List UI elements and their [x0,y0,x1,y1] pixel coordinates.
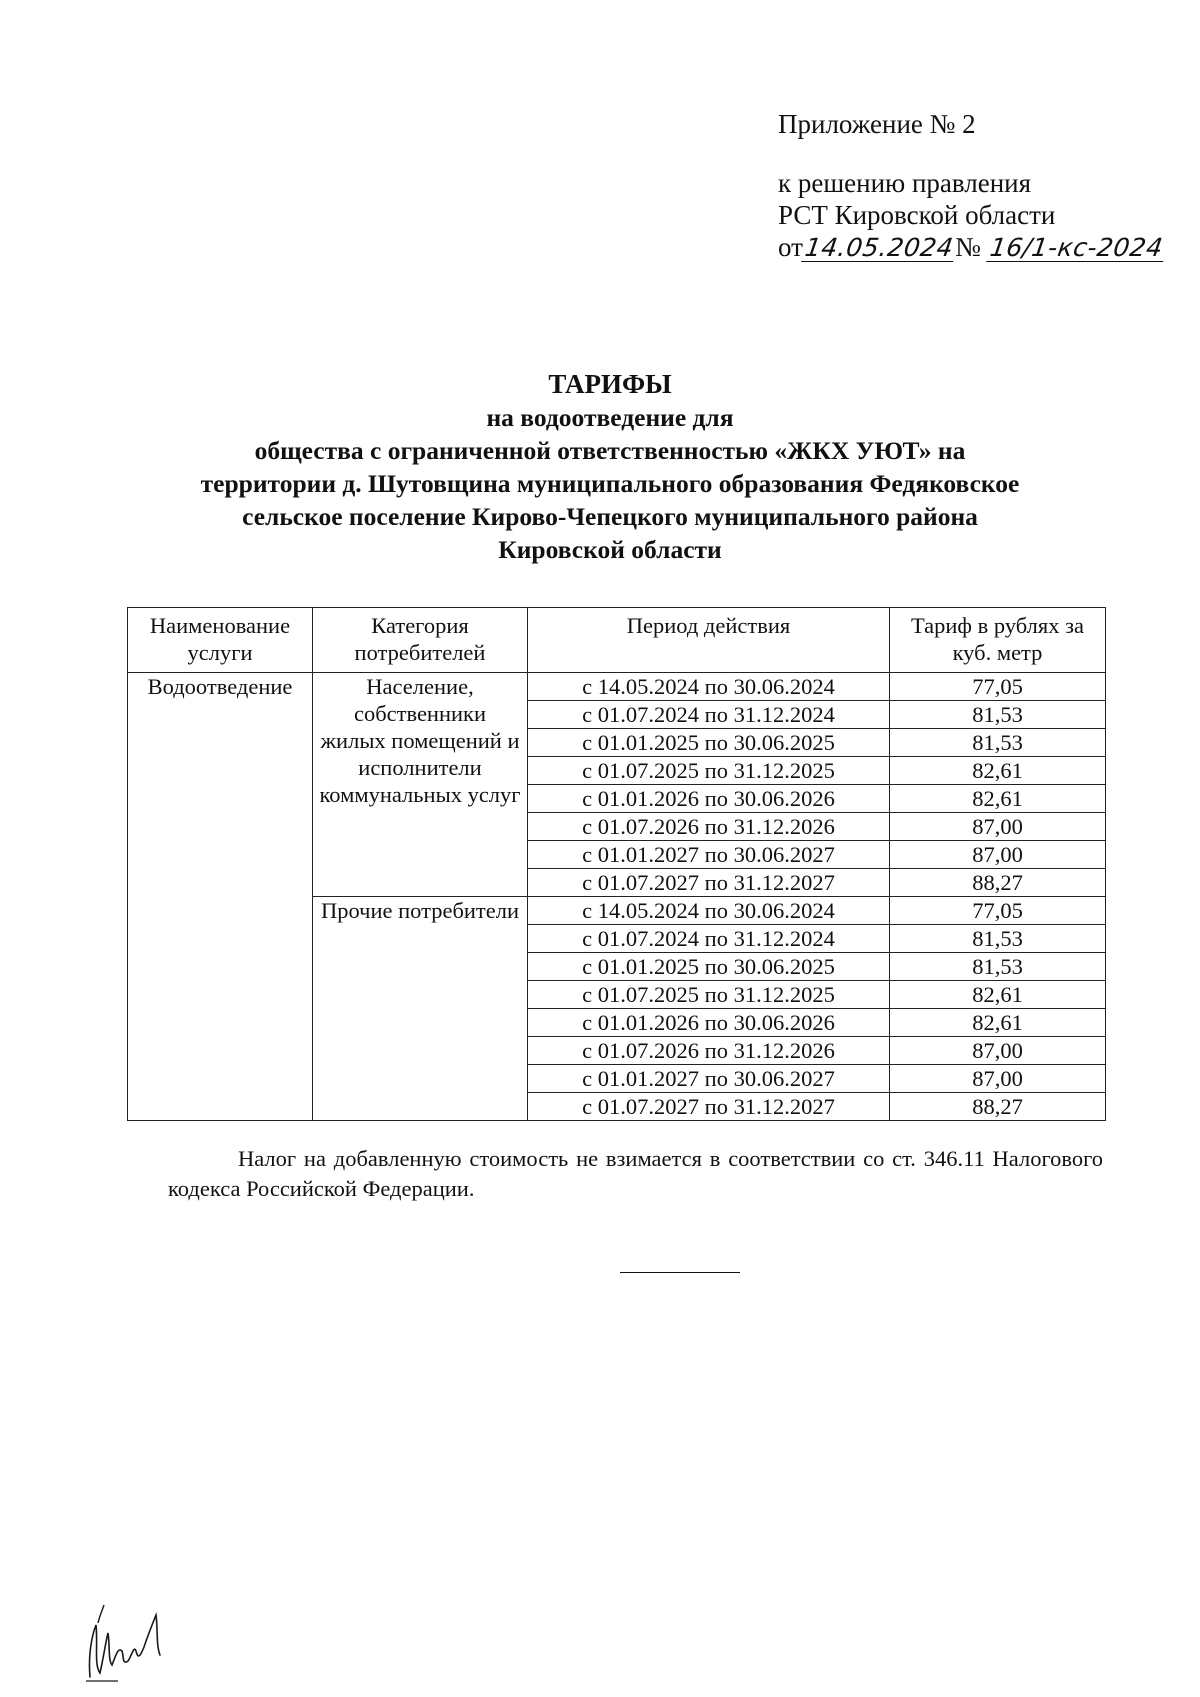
date-prefix: от [778,232,803,262]
tariff-value-cell: 88,27 [890,1093,1106,1121]
tariff-value-cell: 87,00 [890,1065,1106,1093]
appendix-decision-line: к решению правления [778,168,1032,198]
appendix-authority-line: РСТ Кировской области [778,200,1056,230]
end-divider [620,1272,740,1273]
appendix-title: Приложение № 2 [778,109,976,139]
heading-line: на водоотведение для [486,403,734,432]
document-heading [130,368,1090,566]
category-cell: Население, собственники жилых помещений и исполнители коммунальных услуг [313,673,528,897]
tariff-value-cell: 77,05 [890,897,1106,925]
table-row [128,673,1106,701]
header-category: Категория потребителей [313,608,528,673]
tariff-value-cell: 81,53 [890,953,1106,981]
appendix-date-number-line [778,231,1164,263]
tariff-value-cell: 81,53 [890,729,1106,757]
period-cell: с 01.01.2027 по 30.06.2027 [528,1065,890,1093]
tariff-value-cell: 88,27 [890,869,1106,897]
tariff-value-cell: 81,53 [890,701,1106,729]
signature-icon [78,1585,178,1685]
heading-line: общества с ограниченной ответственностью «ЖКХ УЮТ» на [254,436,966,465]
period-cell: с 01.01.2026 по 30.06.2026 [528,785,890,813]
period-cell: с 01.01.2027 по 30.06.2027 [528,841,890,869]
table-header-row [128,608,1106,673]
heading-line: территории д. Шутовщина муниципального образования Федяковское [200,469,1020,498]
tariff-value-cell: 87,00 [890,813,1106,841]
tariff-value-cell: 82,61 [890,1009,1106,1037]
tariff-value-cell: 87,00 [890,841,1106,869]
vat-footnote: Налог на добавленную стоимость не взимается в соответствии со ст. 346.11 Налогового кодекса Российской Федерации. [168,1146,1103,1201]
period-cell: с 01.01.2026 по 30.06.2026 [528,1009,890,1037]
tariff-value-cell: 82,61 [890,785,1106,813]
service-cell: Водоотведение [128,673,313,1121]
header-period: Период действия [528,608,890,673]
heading-line: Кировской области [498,535,722,564]
period-cell: с 01.07.2024 по 31.12.2024 [528,925,890,953]
period-cell: с 01.07.2027 по 31.12.2027 [528,869,890,897]
tariff-value-cell: 81,53 [890,925,1106,953]
appendix-block [778,108,1164,263]
period-cell: с 14.05.2024 по 30.06.2024 [528,673,890,701]
tariff-value-cell: 77,05 [890,673,1106,701]
period-cell: с 01.07.2025 по 31.12.2025 [528,757,890,785]
period-cell: с 01.07.2026 по 31.12.2026 [528,1037,890,1065]
handwritten-date: 14.05.2024 [803,233,956,262]
handwritten-number: 16/1-кс-2024 [987,233,1165,262]
period-cell: с 14.05.2024 по 30.06.2024 [528,897,890,925]
period-cell: с 01.01.2025 по 30.06.2025 [528,953,890,981]
period-cell: с 01.07.2024 по 31.12.2024 [528,701,890,729]
tariff-value-cell: 82,61 [890,757,1106,785]
heading-title: ТАРИФЫ [548,369,672,399]
tariff-table [127,607,1106,1121]
heading-line: сельское поселение Кирово-Чепецкого муниципального района [242,502,978,531]
header-tariff: Тариф в рублях за куб. метр [890,608,1106,673]
number-prefix: № [955,232,981,262]
period-cell: с 01.01.2025 по 30.06.2025 [528,729,890,757]
category-cell: Прочие потребители [313,897,528,1121]
period-cell: с 01.07.2027 по 31.12.2027 [528,1093,890,1121]
tariff-table-body [128,673,1106,1121]
period-cell: с 01.07.2026 по 31.12.2026 [528,813,890,841]
period-cell: с 01.07.2025 по 31.12.2025 [528,981,890,1009]
tariff-value-cell: 87,00 [890,1037,1106,1065]
tariff-value-cell: 82,61 [890,981,1106,1009]
header-service: Наименование услуги [128,608,313,673]
